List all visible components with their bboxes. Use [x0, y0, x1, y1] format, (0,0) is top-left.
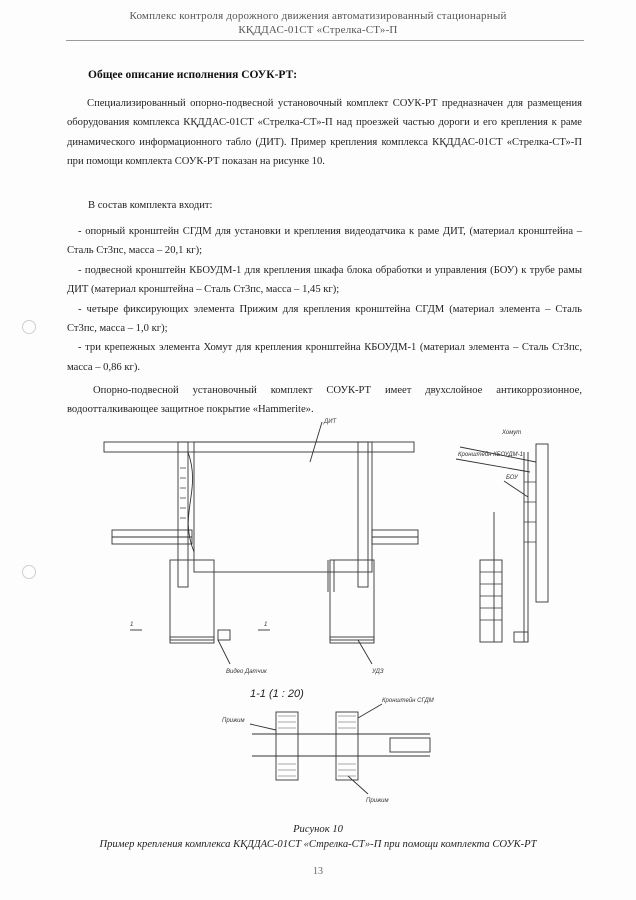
front-view [104, 422, 418, 664]
leader-line [358, 704, 382, 718]
kit-intro: В состав комплекта входит: [88, 200, 213, 211]
list-item: - опорный кронштейн СГДМ для установки и крепления видеодатчика к раме ДИТ, (материал кронштейна – Сталь Ст3пс, масса – 20,1 кг); [67, 226, 582, 257]
bolt-column [180, 468, 186, 518]
header-divider [66, 40, 584, 41]
section-mark-right: 1 [264, 622, 268, 628]
label-dit: ДИТ [324, 419, 337, 425]
label-ugz: УДЗ [372, 669, 384, 675]
dit-frame-top [104, 442, 414, 452]
vertical-post [358, 442, 368, 587]
label-khomut: Хомут [502, 430, 522, 436]
figure-number: Рисунок 10 [293, 824, 343, 835]
bracket-arm [390, 738, 430, 752]
label-kbbm: Кронштейн КБОУДМ-1 [458, 452, 523, 458]
leader-line [218, 640, 230, 664]
sensor-device [218, 630, 230, 640]
header-line-1: Комплекс контроля дорожного движения автоматизированный стационарный [129, 10, 507, 22]
leader-line [250, 724, 276, 730]
running-header [60, 9, 576, 37]
section-title: Общее описание исполнения СОУК-РТ: [88, 69, 298, 81]
section-hatch [278, 716, 356, 776]
punch-hole [22, 565, 36, 579]
section-view [250, 704, 430, 794]
label-video-sensor: Видео Датчик [226, 669, 267, 675]
technical-drawing [90, 412, 560, 810]
list-item: - четыре фиксирующих элемента Прижим для крепления кронштейна СГДМ (материал элемента – Сталь Ст3пс, масса – 1,0 кг); [67, 303, 582, 335]
label-prizhim-left: Прижим [222, 718, 245, 724]
vertical-post [178, 442, 188, 587]
leader-line [456, 459, 530, 472]
list-item: - подвесной кронштейн КБОУДМ-1 для крепления шкафа блока обработки и управления (БОУ) к трубе рамы ДИТ (материал кронштейна – Сталь Ст3пс, масса – 1,45 кг); [67, 264, 582, 296]
kit-list [67, 222, 582, 377]
list-item: - три крепежных элемента Хомут для крепления кронштейна КБОУДМ-1 (материал элемента – Сталь Ст3пс, масса – 0,86 кг). [67, 342, 582, 373]
section-mark-left: 1 [130, 622, 134, 628]
page-number: 13 [313, 866, 323, 877]
intro-paragraph-text: Специализированный опорно-подвесной установочный комплект СОУК-РТ предназначен для размещения оборудования комплекса КҚДДАС-01СТ «Стрелка-СТ»-П над проезжей частью дороги и его крепления к раме динамического информационного табло (ДИТ). Пример крепления комплекса КҚДДАС-01СТ «Стрелка-СТ»-П при помощи комплекта СОУК-РТ показан на рисунке 10. [67, 98, 582, 168]
figure-caption: Пример крепления комплекса КҚДДАС-01СТ «Стрелка-СТ»-П при помощи комплекта СОУК-РТ [99, 839, 537, 850]
dit-panel [194, 442, 372, 572]
side-view [456, 444, 548, 642]
label-sgdm: Кронштейн СГДМ [382, 698, 434, 704]
dit-side [536, 444, 548, 602]
header-line-2: КҚДДАС-01СТ «Стрелка-СТ»-П [238, 24, 398, 36]
intro-paragraph [67, 94, 582, 172]
punch-hole [22, 320, 36, 334]
label-bou: БОУ [506, 475, 518, 481]
section-view-title: 1-1 (1 : 20) [250, 688, 304, 700]
clamp-base [514, 632, 528, 642]
label-prizhim-bottom: Прижим [366, 798, 389, 804]
leader-line [358, 640, 372, 664]
coating-paragraph: Опорно-подвесной установочный комплект СОУК-РТ имеет двухслойное антикоррозионное, водоотталкивающее защитное покрытие «Hammerite». [67, 385, 582, 416]
